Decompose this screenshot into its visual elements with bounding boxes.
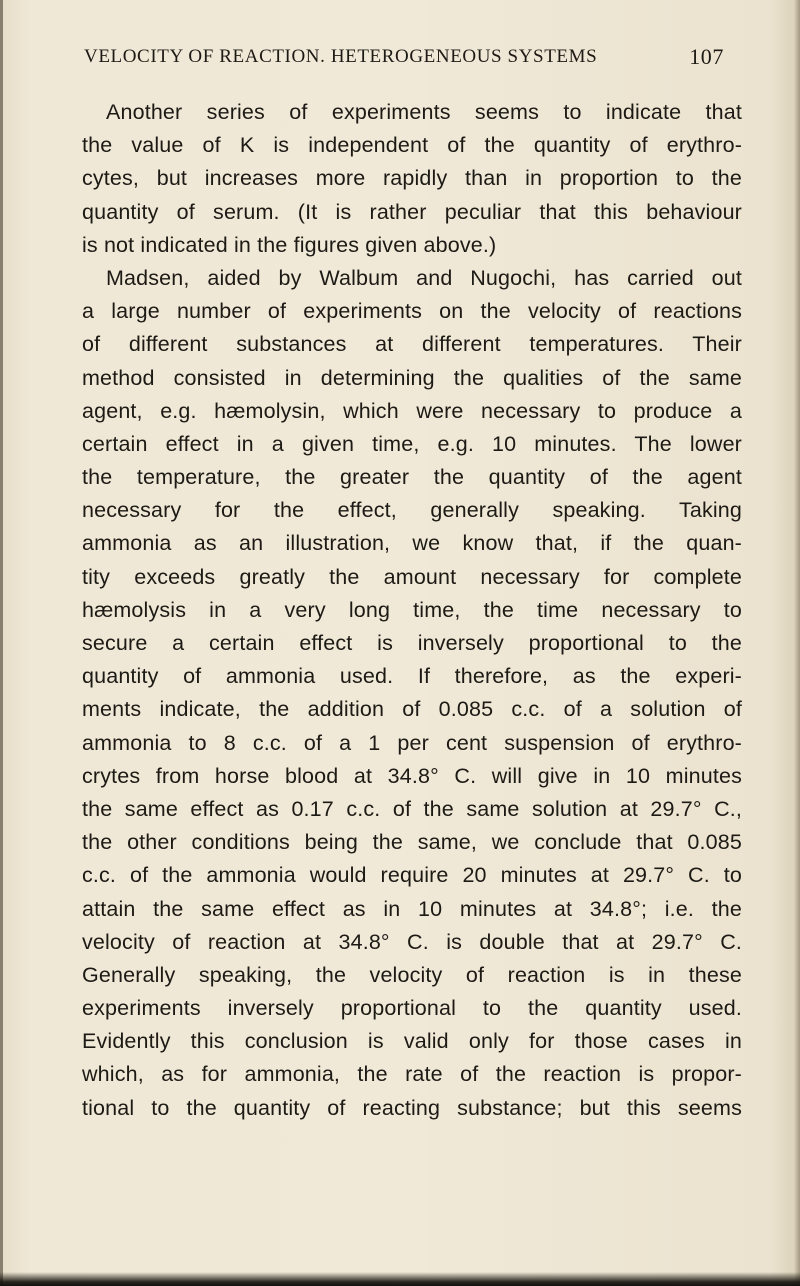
text-line: velocity of reaction at 34.8° C. is double that at 29.7° C. [82,929,742,954]
text-line: attain the same effect as in 10 minutes at 34.8°; i.e. the [82,896,742,921]
page-bottom-shadow [0,1272,800,1286]
text-line: which, as for ammonia, the rate of the reaction is propor- [82,1062,742,1087]
text-line: ments indicate, the addition of 0.085 c.c. of a solution of [82,697,742,722]
text-line: agent, e.g. hæmolysin, which were necessary to produce a [82,398,742,423]
text-line: certain effect in a given time, e.g. 10 minutes. The lower [82,431,742,456]
text-line: a large number of experiments on the velocity of reactions [82,299,742,324]
text-line: cytes, but increases more rapidly than in proportion to the [82,166,742,191]
page-left-edge [0,0,3,1286]
text-line: quantity of serum. (It is rather peculiar that this behaviour [82,199,742,224]
text-line: hæmolysis in a very long time, the time necessary to [82,597,742,622]
text-line: Evidently this conclusion is valid only for those cases in [82,1029,742,1054]
text-line: tional to the quantity of reacting substance; but this seems [82,1095,742,1120]
text-line: Madsen, aided by Walbum and Nugochi, has carried out [106,265,742,290]
running-head-title: VELOCITY OF REACTION. HETEROGENEOUS SYSTEMS [84,46,598,67]
text-line: Another series of experiments seems to indicate that [106,100,742,124]
text-line: the other conditions being the same, we conclude that 0.085 [82,830,742,855]
text-line: crytes from horse blood at 34.8° C. will give in 10 minutes [82,763,742,788]
text-line: quantity of ammonia used. If therefore, as the experi- [82,664,742,689]
text-line: the value of K is independent of the quantity of erythro- [82,133,742,158]
text-line: of different substances at different temperatures. Their [82,332,742,357]
page-right-edge [794,0,800,1286]
text-line: is not indicated in the figures given above.) [82,232,497,257]
text-line: experiments inversely proportional to the quantity used. [82,996,742,1021]
body-text [82,96,742,1125]
text-line: tity exceeds greatly the amount necessary for complete [82,564,742,589]
text-line: the same effect as 0.17 c.c. of the same solution at 29.7° C., [82,796,742,821]
text-line: method consisted in determining the qualities of the same [82,365,742,390]
text-line: secure a certain effect is inversely proportional to the [82,631,742,655]
text-line: Generally speaking, the velocity of reaction is in these [82,962,742,987]
text-line: c.c. of the ammonia would require 20 minutes at 29.7° C. to [82,863,742,888]
text-line: ammonia as an illustration, we know that, if the quan- [82,531,742,556]
page-number: 107 [689,44,724,69]
text-line: ammonia to 8 c.c. of a 1 per cent suspension of erythro- [82,730,742,755]
text-line: the temperature, the greater the quantity of the agent [82,465,742,490]
text-line: necessary for the effect, generally speaking. Taking [82,498,742,523]
